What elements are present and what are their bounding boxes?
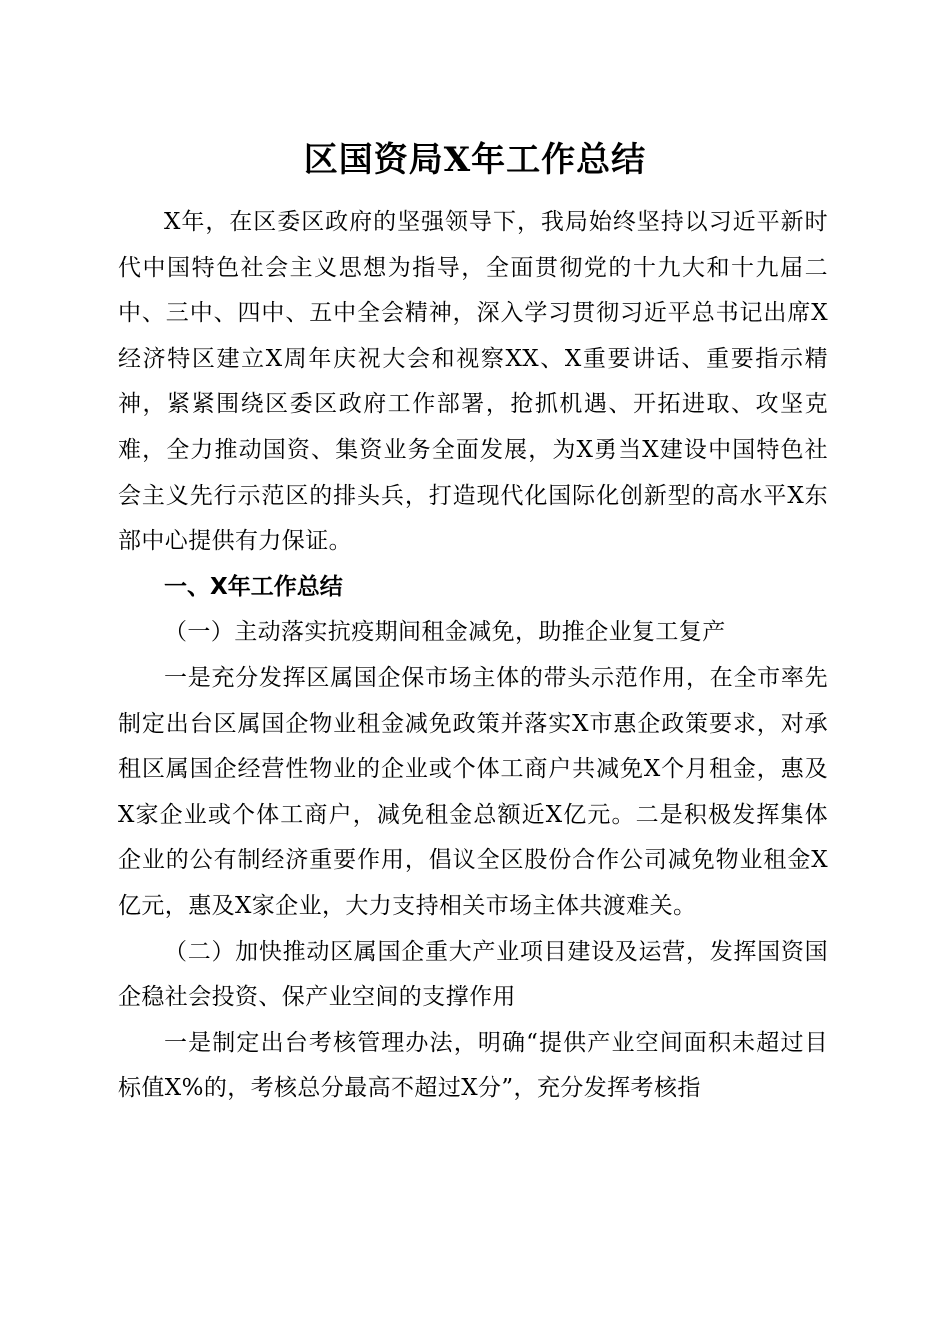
section-heading: 一、X年工作总结 [164,573,343,600]
document-body [118,200,828,1112]
body-paragraph: 一是充分发挥区属国企保市场主体的带头示范作用，在全市率先制定出台区属国企物业租金减免政策并落实X市惠企政策要求，对承租区属国企经营性物业的企业或个体工商户共减免X个月租金，惠及X家企业或个体工商户，减免租金总额近X亿元。二是积极发挥集体企业的公有制经济重要作用，倡议全区股份合作公司减免物业租金X亿元，惠及X家企业，大力支持相关市场主体共渡难关。 [118,664,828,919]
intro-paragraph: X年，在区委区政府的坚强领导下，我局始终坚持以习近平新时代中国特色社会主义思想为指导，全面贯彻党的十九大和十九届二中、三中、四中、五中全会精神，深入学习贯彻习近平总书记出席X经济特区建立X周年庆祝大会和视察XX、X重要讲话、重要指示精神，紧紧围绕区委区政府工作部署，抢抓机遇、开拓进取、攻坚克难，全力推动国资、集资业务全面发展，为X勇当X建设中国特色社会主义先行示范区的排头兵，打造现代化国际化创新型的高水平X东部中心提供有力保证。 [118,209,828,555]
subsection-heading: （一）主动落实抗疫期间租金减免，助推企业复工复产 [164,619,726,646]
document-title: 区国资局X年工作总结 [303,140,647,180]
body-paragraph: 一是制定出台考核管理办法，明确“提供产业空间面积未超过目标值X%的，考核总分最高不超过X分”，充分发挥考核指 [118,1029,828,1102]
subsection-heading: （二）加快推动区属国企重大产业项目建设及运营，发挥国资国企稳社会投资、保产业空间的支撑作用 [118,938,828,1011]
